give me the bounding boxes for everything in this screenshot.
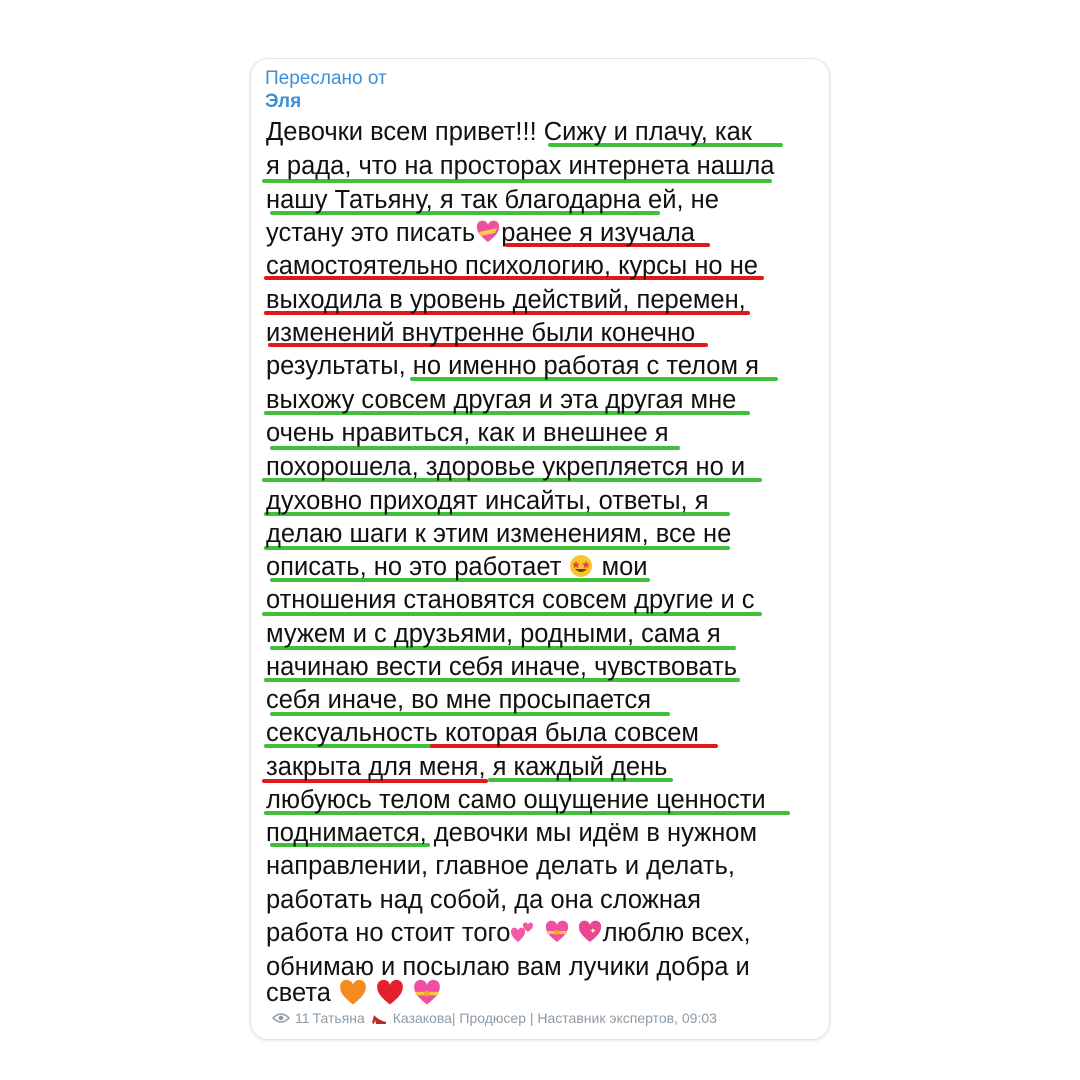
high-heel-icon xyxy=(370,1010,388,1026)
message-line: нашу Татьяну, я так благодарна ей, не xyxy=(266,186,719,214)
message-line: самостоятельно психологию, курсы но не xyxy=(266,252,758,280)
orange-heart-icon xyxy=(338,979,368,1007)
message-text: мои xyxy=(601,553,648,581)
message-line xyxy=(266,978,442,1008)
message-line: себя иначе, во мне просыпается xyxy=(266,686,652,714)
message-line: обнимаю и посылаю вам лучики добра и xyxy=(266,953,750,981)
message-text: люблю всех, xyxy=(602,919,751,947)
heart-with-ribbon-icon xyxy=(412,979,442,1007)
message-line xyxy=(266,918,751,948)
star-struck-icon xyxy=(568,554,594,578)
message-line: сексуальность которая была совсем xyxy=(266,719,699,747)
forwarded-from-label: Переслано от xyxy=(265,68,387,89)
sparkling-heart-icon xyxy=(577,920,603,944)
eye-icon xyxy=(272,1012,290,1024)
heart-with-ribbon-icon xyxy=(544,920,570,944)
heart-with-ribbon-icon xyxy=(475,220,501,244)
message-text: работа но стоит того xyxy=(266,919,511,947)
message-line: духовно приходят инсайты, ответы, я xyxy=(266,487,709,515)
message-line: результаты, но именно работая с телом я xyxy=(266,352,759,380)
message-line: очень нравиться, как и внешнее я xyxy=(266,419,669,447)
author-signature: Казакова| Продюсер | Наставник экспертов, 09:03 xyxy=(392,1010,717,1026)
message-text: ранее я изучала xyxy=(501,219,695,247)
message-line: любуюсь телом само ощущение ценности xyxy=(266,786,766,814)
message-line: отношения становятся совсем другие и с xyxy=(266,586,755,614)
red-heart-icon xyxy=(375,979,405,1007)
message-line: направлении, главное делать и делать, xyxy=(266,852,735,880)
message-line: Девочки всем привет!!! Сижу и плачу, как xyxy=(266,118,752,146)
message-line: работать над собой, да она сложная xyxy=(266,886,701,914)
message-line: изменений внутренне были конечно xyxy=(266,319,696,347)
message-text: света xyxy=(266,979,331,1007)
message-line: выходила в уровень действий, перемен, xyxy=(266,286,746,314)
message-text: описать, но это работает xyxy=(266,553,562,581)
message-line: похорошела, здоровье укрепляется но и xyxy=(266,453,746,481)
message-text: устану это писать xyxy=(266,219,476,247)
two-hearts-icon xyxy=(510,920,536,944)
message-line: я рада, что на просторах интернета нашла xyxy=(266,152,775,180)
forwarded-sender-name[interactable]: Эля xyxy=(265,91,302,112)
message-line: поднимается, девочки мы идём в нужном xyxy=(266,819,757,847)
message-line: делаю шаги к этим изменениям, все не xyxy=(266,520,732,548)
message-line: выхожу совсем другая и эта другая мне xyxy=(266,386,737,414)
message-line: начинаю вести себя иначе, чувствовать xyxy=(266,653,738,681)
view-count: 11 xyxy=(295,1010,310,1026)
message-line xyxy=(266,218,695,248)
message-line: мужем и с друзьями, родными, сама я xyxy=(266,620,721,648)
message-line xyxy=(266,552,648,582)
author-first-name: Татьяна xyxy=(312,1010,365,1026)
message-footer xyxy=(272,1010,717,1026)
message-line: закрыта для меня, я каждый день xyxy=(266,753,668,781)
